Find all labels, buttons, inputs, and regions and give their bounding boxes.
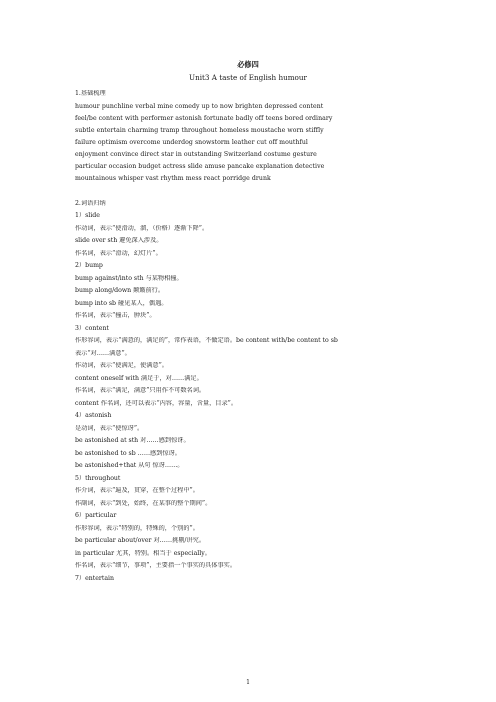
text-line: 作动词，表示“使满足，使满意”。 bbox=[75, 362, 168, 369]
page-number: 1 bbox=[246, 679, 250, 686]
text-line: be particular about/over 对……挑剔/讲究。 bbox=[75, 537, 206, 544]
unit-title: Unit3 A taste of English humour bbox=[189, 73, 307, 82]
text-line: be astonished at sth 对……感到惊讶。 bbox=[75, 437, 190, 444]
vocabulary-line: subtle entertain charming tramp throughout homeless moustache worn stiffly bbox=[75, 127, 324, 134]
text-line: content 作名词，还可以表示“内容，容量，含量，目录”。 bbox=[75, 400, 238, 407]
text-line: 作名词，表示“撞击，肿块”。 bbox=[75, 312, 156, 319]
text-line: bump into sb 碰见某人，偶遇。 bbox=[75, 300, 168, 307]
text-line: 作名词，表示“满足，满意”只用作不可数名词。 bbox=[75, 387, 206, 394]
text-line: bump against/into sth 与某物相撞。 bbox=[75, 275, 183, 282]
text-line: 5）throughout bbox=[75, 475, 121, 482]
vocabulary-line: enjoyment convince direct star in outstanding Switzerland costume gesture bbox=[75, 151, 317, 158]
vocabulary-line: particular occasion budget actress slide amuse pancake explanation detective bbox=[75, 163, 325, 170]
text-line: bump along/down 颠簸前行。 bbox=[75, 287, 165, 294]
text-line: 作形容词，表示“满意的，满足的”，常作表语，不做定语。be content with/be content to sb bbox=[75, 337, 338, 344]
text-line: 表示“对……满意”。 bbox=[75, 350, 131, 357]
text-line: in particular 尤其，特别。相当于 especially。 bbox=[75, 550, 211, 557]
text-line: 2）bump bbox=[75, 262, 103, 269]
text-line: 作副词，表示“到处，始终，在某事的整个期间”。 bbox=[75, 500, 212, 507]
text-line: 是动词，表示“使惊讶”。 bbox=[75, 425, 144, 432]
text-line: be astonished+that 从句 惊讶……。 bbox=[75, 462, 184, 469]
text-line: 作名词，表示“细节，事项”，主要指一个事实的具体事实。 bbox=[75, 562, 237, 569]
vocabulary-line: mountainous whisper vast rhythm mess react porridge drunk bbox=[75, 175, 271, 182]
section-heading: 1.基础梳理 bbox=[75, 90, 106, 97]
text-line: slide over sth 避免深入涉及。 bbox=[75, 237, 163, 244]
text-line: 作介词，表示“遍及，贯穿，在整个过程中”。 bbox=[75, 487, 199, 494]
text-line: 4）astonish bbox=[75, 412, 112, 419]
text-line: be astonished to sb ……感到惊讶。 bbox=[75, 450, 181, 457]
text-line: 7）entertain bbox=[75, 575, 115, 582]
text-line: 3）content bbox=[75, 325, 109, 332]
section-heading: 2.词语归纳 bbox=[75, 200, 106, 207]
vocabulary-line: humour punchline verbal mine comedy up to now brighten depressed content bbox=[75, 103, 324, 110]
text-line: 作名词，表示“滑动，幻灯片”。 bbox=[75, 250, 162, 257]
text-line: 作动词，表示“使滑动，溜，（价格）逐渐下降”。 bbox=[75, 225, 209, 232]
text-line: content oneself with 满足于，对……满足。 bbox=[75, 375, 203, 382]
text-line: 6）particular bbox=[75, 512, 117, 519]
vocabulary-line: failure optimism overcome underdog snowstorm leather cut off mouthful bbox=[75, 139, 308, 146]
vocabulary-line: feel/be content with performer astonish fortunate badly off teens bored ordinary bbox=[75, 115, 333, 122]
text-line: 作形容词，表示“特别的，特殊的，个别的”。 bbox=[75, 525, 199, 532]
text-line: 1）slide bbox=[75, 212, 100, 219]
book-title: 必修四 bbox=[237, 60, 259, 69]
